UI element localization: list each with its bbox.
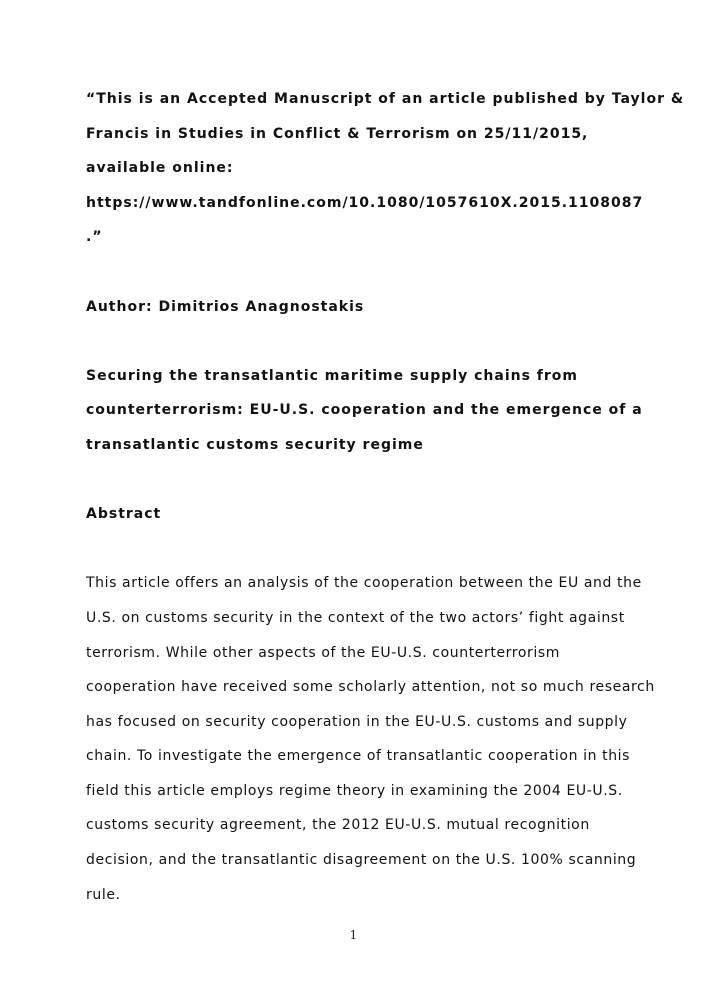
notice-line: available online: (86, 160, 234, 177)
notice-line: “This is an Accepted Manuscript of an article published by Taylor & (86, 91, 685, 107)
abstract-heading: Abstract (86, 506, 162, 523)
spacer (86, 324, 626, 359)
accepted-manuscript-notice (86, 82, 685, 255)
notice-line: Francis in Studies in Conflict & Terrorism on 25/11/2015, (86, 125, 589, 142)
abstract-line: U.S. on customs security in the context of the two actors’ fight against (86, 609, 625, 626)
page-content (86, 82, 685, 912)
abstract-line: rule. (86, 886, 121, 903)
abstract-body (86, 566, 655, 912)
abstract-line: field this article employs regime theory in examining the 2004 EU-U.S. (86, 782, 623, 799)
abstract-line: has focused on security cooperation in the EU-U.S. customs and supply (86, 713, 628, 730)
spacer (86, 255, 626, 290)
abstract-line: customs security agreement, the 2012 EU-U.S. mutual recognition (86, 817, 590, 834)
title-line: transatlantic customs security regime (86, 436, 424, 453)
author-line: Author: Dimitrios Anagnostakis (86, 298, 365, 315)
abstract-line: This article offers an analysis of the cooperation between the EU and the (86, 575, 642, 592)
spacer (86, 463, 626, 498)
abstract-line: decision, and the transatlantic disagreement on the U.S. 100% scanning (86, 852, 637, 869)
page-number: 1 (349, 928, 358, 942)
spacer (86, 532, 626, 567)
notice-line: .” (86, 229, 103, 246)
abstract-line: terrorism. While other aspects of the EU-U.S. counterterrorism (86, 644, 560, 661)
title-line: counterterrorism: EU-U.S. cooperation and the emergence of a (86, 402, 643, 419)
article-title (86, 359, 643, 463)
abstract-line: chain. To investigate the emergence of transatlantic cooperation in this (86, 748, 631, 765)
title-line: Securing the transatlantic maritime supply chains from (86, 367, 579, 384)
abstract-line: cooperation have received some scholarly attention, not so much research (86, 679, 655, 696)
doi-link[interactable]: https://www.tandfonline.com/10.1080/1057610X.2015.1108087 (86, 194, 644, 211)
